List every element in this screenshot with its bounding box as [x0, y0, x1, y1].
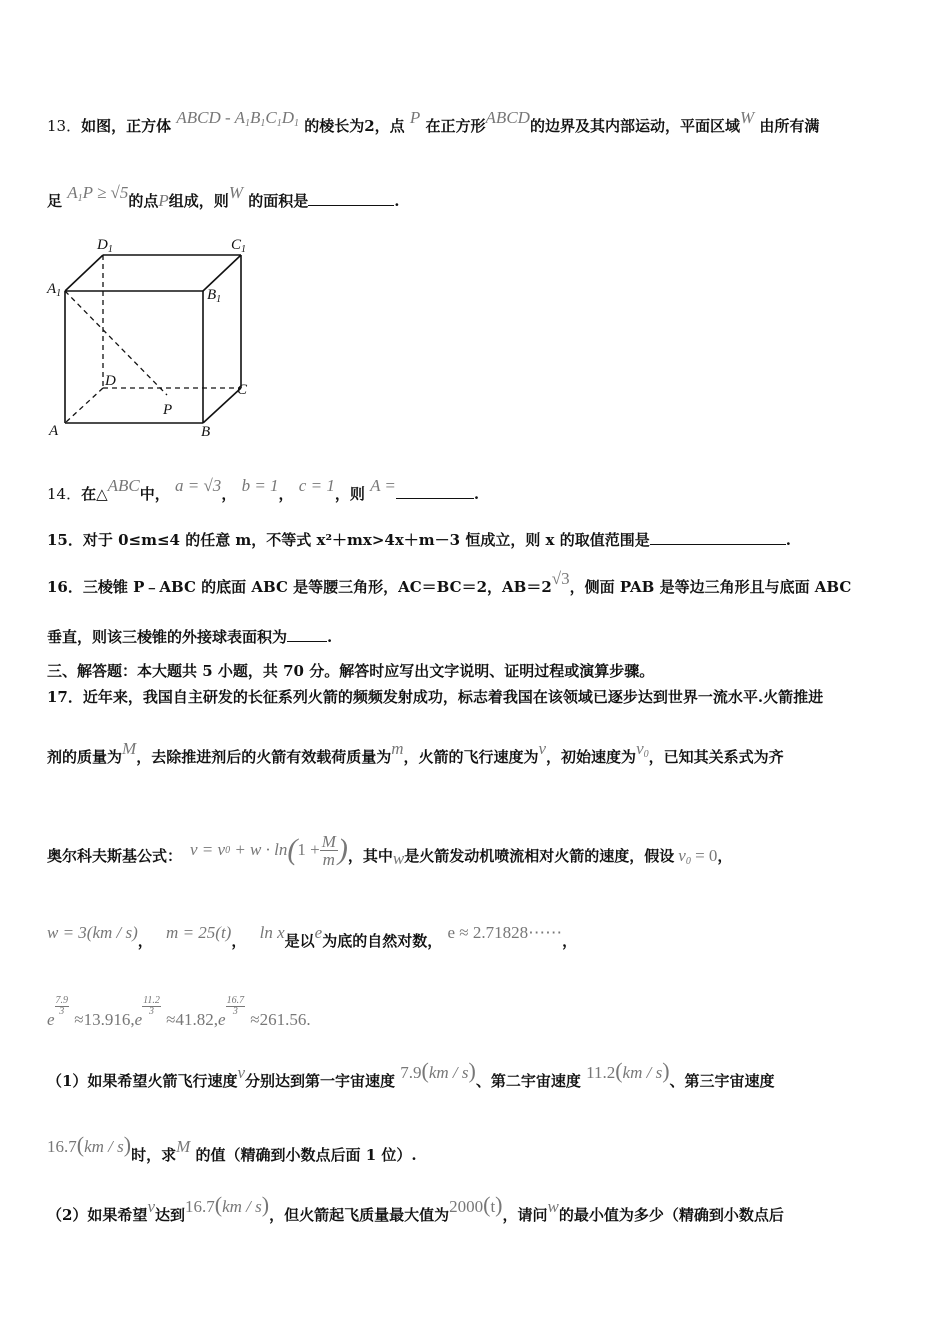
edge-b1c1: [203, 255, 241, 291]
q14-number: 14．: [47, 485, 82, 503]
math-w: W: [739, 108, 755, 127]
math-c-value: c = 1: [298, 476, 335, 495]
q15-text: 15．对于 0≤m≤4 的任意 m，不等式 x²＋mx>4x＋m－3 恒成立，则 x 的取值范围是: [47, 531, 650, 549]
math-v0-zero: $v_0 = 0$: [678, 845, 718, 867]
math-v: v: [147, 1197, 155, 1216]
exp3-value: ≈261.56: [250, 1010, 307, 1029]
math-M: M: [122, 739, 137, 758]
math-M: M: [176, 1137, 191, 1156]
speed-target: 16.7(km / s): [185, 1192, 270, 1217]
exp3: e 16.7 3: [218, 995, 245, 1029]
math-abc: ABC: [107, 476, 140, 495]
q13-text5: 由所有满: [759, 117, 820, 135]
label-a1: $A_1$: [47, 281, 62, 299]
math-a1p-condition: $A_1P \ge √5$: [67, 183, 129, 204]
math-m: m: [391, 739, 404, 758]
q14-text1: 在△: [81, 485, 108, 503]
q17-l3c: 是火箭发动机喷流相对火箭的速度，假设: [404, 846, 675, 865]
answer-blank-14[interactable]: [396, 486, 474, 499]
q17-l2b: ，去除推进剂后的火箭有效载荷质量为: [136, 748, 392, 766]
q13-number: 13．: [47, 117, 82, 135]
q13-text7: 的点: [128, 192, 159, 210]
math-angle-a: A =: [370, 476, 396, 495]
q17-l4a: 是以: [284, 932, 315, 950]
formula: v = v 0 + w · ln ( 1 + $\frac{M}{m}$ ): [190, 831, 348, 869]
math-cube: ABCD - $A_1B_1C_1D_1$: [176, 108, 299, 129]
q16-end: .: [327, 628, 333, 646]
exp1: e 7.9 3: [47, 995, 69, 1029]
q17-p2d: ，请问: [502, 1206, 548, 1224]
q13-line2: [47, 183, 400, 212]
math-v: v: [237, 1063, 245, 1082]
q17-l2e: ，已知其关系式为齐: [648, 748, 784, 766]
section3-heading: 三、解答题：本大题共 5 小题，共 70 分。解答时应写出文字说明、证明过程或演算步骤。: [47, 662, 655, 680]
answer-blank-16[interactable]: [287, 629, 327, 642]
speed-1: 7.9(km / s): [400, 1058, 476, 1083]
q17-p1a: （1）如果希望火箭飞行速度: [47, 1072, 238, 1090]
math-b-value: b = 1: [241, 476, 279, 495]
math-w-value: w = 3(km / s): [47, 923, 138, 942]
q13-text6: 足: [47, 192, 63, 210]
q17-line4: [47, 923, 578, 951]
q14-text3: 则: [349, 485, 365, 503]
exp2: e 11.2 3: [134, 995, 160, 1029]
math-e-value: e ≈ 2.71828⋯⋯: [447, 923, 563, 942]
q15: [47, 529, 791, 550]
math-a-value: a = √3: [175, 476, 222, 495]
exp1-value: ≈13.916,: [74, 1010, 135, 1029]
q17-part1: [47, 1058, 775, 1092]
q17-l3b: ，其中: [347, 846, 393, 865]
q17-l4b: 为底的自然对数，: [322, 932, 443, 950]
math-e: e: [314, 923, 323, 942]
q17-text1: 17．近年来，我国自主研发的长征系列火箭的频频发射成功，标志着我国在该领域已逐步达到世界一流水平.火箭推进: [47, 688, 824, 706]
q14: [47, 476, 480, 504]
q17-part1-cont: [47, 1132, 417, 1166]
q17-part2: [47, 1192, 784, 1226]
label-d1: $D_1$: [97, 237, 113, 255]
label-d: D: [105, 373, 116, 389]
speed-2: 11.2(km / s): [586, 1058, 670, 1083]
q17-line3: [47, 830, 732, 870]
q13-text2: 的棱长为2，点: [304, 117, 405, 135]
label-c: C: [237, 382, 248, 398]
answer-blank-15[interactable]: [650, 532, 786, 545]
q13-text9: 的面积是: [248, 192, 309, 210]
q16-text2: ，侧面 PAB 是等边三角形且与底面 ABC: [569, 578, 852, 596]
q17-l2c: ，火箭的飞行速度为: [403, 748, 539, 766]
comma: ，: [137, 932, 153, 950]
frac-numerator: M: [321, 831, 336, 851]
q13-text1: 如图，正方体: [81, 117, 172, 135]
math-w2: W: [228, 183, 243, 202]
label-a: A: [49, 423, 59, 439]
speed-3: 16.7(km / s): [47, 1132, 132, 1157]
dot: .: [306, 1010, 311, 1029]
q16-line2: [47, 626, 332, 647]
comma: ，: [221, 485, 237, 503]
math-abcd: ABCD: [485, 108, 530, 127]
q17-l3a: 奥尔科夫斯基公式：: [47, 846, 183, 865]
label-b1: $B_1$: [207, 287, 222, 305]
comma: ，: [334, 485, 350, 503]
math-w: w: [547, 1197, 559, 1216]
max-mass: 2000(t): [449, 1192, 503, 1217]
q16-text3: 垂直，则该三棱锥的外接球表面积为: [47, 628, 288, 646]
q13-text4: 的边界及其内部运动，平面区域: [529, 117, 740, 135]
math-p2: P: [158, 191, 169, 210]
q17-line1: [47, 686, 823, 707]
math-p: P: [409, 108, 421, 127]
exp2-value: ≈41.82,: [166, 1010, 219, 1029]
label-c1: $C_1$: [231, 237, 247, 255]
label-p: P: [163, 402, 173, 418]
q17-line2: [47, 739, 784, 768]
edge-da: [65, 388, 103, 423]
edge-bc: [203, 388, 241, 423]
q17-p1e: 时，求: [131, 1146, 177, 1164]
comma: ，: [231, 932, 247, 950]
q16-line1: [47, 569, 852, 597]
q13-text8: 组成，则: [168, 192, 229, 210]
section-heading: [47, 660, 654, 681]
math-sqrt3: √3: [551, 569, 570, 588]
q17-p1b: 分别达到第一宇宙速度: [245, 1072, 396, 1090]
q17-p2a: （2）如果希望: [47, 1206, 148, 1224]
q17-line5: [47, 995, 311, 1030]
math-v0: $v_0$: [636, 739, 649, 760]
q17-p2b: 达到: [155, 1206, 186, 1224]
math-v: v: [538, 739, 547, 758]
comma: ，: [562, 932, 578, 950]
edge-a1d1: [65, 255, 103, 291]
frac-denominator: m: [322, 849, 335, 869]
segment-a1p: [65, 291, 167, 395]
q17-l3d: ，: [717, 846, 733, 865]
label-b: B: [201, 424, 211, 440]
q13-line1: [47, 108, 820, 137]
q17-p2c: ，但火箭起飞质量最大值为: [269, 1206, 450, 1224]
comma: ，: [278, 485, 294, 503]
q17-p1d: 、第三宇宙速度: [669, 1072, 775, 1090]
cube-figure: [45, 235, 265, 445]
q16-text1: 16．三棱锥 P﹣ABC 的底面 ABC 是等腰三角形，AC＝BC＝2，AB＝2: [47, 578, 552, 596]
q17-p1f: 的值（精确到小数点后面 1 位）.: [195, 1146, 417, 1164]
q14-text2: 中，: [139, 485, 170, 503]
math-w: w: [392, 849, 405, 868]
math-lnx: ln x: [259, 923, 285, 942]
q15-end: .: [785, 531, 791, 549]
q13-text3: 在正方形: [425, 117, 486, 135]
q13-end: .: [394, 192, 400, 210]
q17-p2e: 的最小值为多少（精确到小数点后: [558, 1206, 784, 1224]
q17-l2a: 剂的质量为: [47, 748, 123, 766]
q14-end: .: [473, 485, 480, 503]
q17-l2d: ，初始速度为: [546, 748, 637, 766]
q17-p1c: 、第二宇宙速度: [475, 1072, 581, 1090]
answer-blank-13[interactable]: [308, 193, 394, 206]
math-m-value: m = 25(t): [166, 923, 232, 942]
